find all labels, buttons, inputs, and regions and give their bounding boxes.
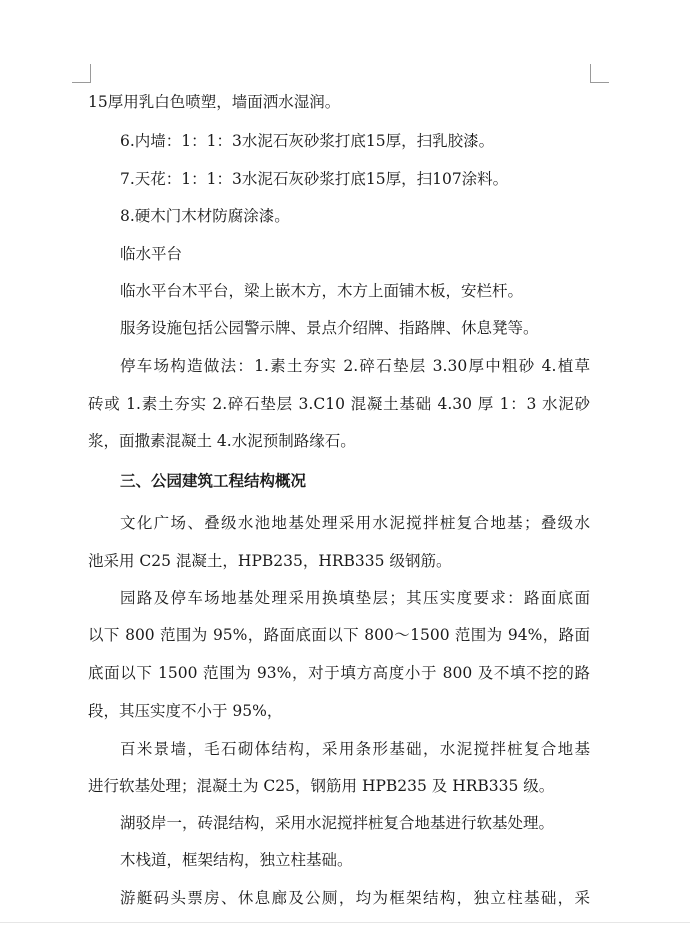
text-line: 园路及停车场地基处理采用换填垫层；其压实度要求：路面底面 [120,589,590,607]
page-bottom-edge [0,922,690,923]
text-line: 临水平台 [120,245,183,263]
text-line: 6.内墙：1：1：3水泥石灰砂浆打底15厚，扫乳胶漆。 [120,132,495,150]
text-line: 以下 800 范围为 95%，路面底面以下 800～1500 范围为 94%，路面 [88,626,590,644]
text-line: 池采用 C25 混凝土，HPB235，HRB335 级钢筋。 [88,552,452,570]
margin-corner-top-right [590,64,609,83]
text-line: 服务设施包括公园警示牌、景点介绍牌、指路牌、休息凳等。 [120,319,539,337]
text-line: 7.天花：1：1：3水泥石灰砂浆打底15厚，扫107涂料。 [120,170,509,188]
text-line: 木栈道，框架结构，独立柱基础。 [120,851,353,869]
text-line: 段，其压实度不小于 95%， [88,702,283,720]
text-line: 浆，面撒素混凝土 4.水泥预制路缘石。 [88,432,356,450]
text-line: 临水平台木平台，梁上嵌木方，木方上面铺木板，安栏杆。 [120,282,524,300]
text-line: 底面以下 1500 范围为 93%，对于填方高度小于 800 及不填不挖的路 [88,664,590,682]
text-line: 进行软基处理；混凝土为 C25，钢筋用 HPB235 及 HRB335 级。 [88,777,555,795]
text-line: 15厚用乳白色喷塑，墙面洒水湿润。 [88,93,341,111]
text-line: 百米景墙，毛石砌体结构，采用条形基础，水泥搅拌桩复合地基 [120,740,590,758]
text-line: 停车场构造做法：1.素土夯实 2.碎石垫层 3.30厚中粗砂 4.植草 [120,357,590,375]
text-line: 文化广场、叠级水池地基处理采用水泥搅拌桩复合地基；叠级水 [120,514,590,532]
text-line: 湖驳岸一，砖混结构，采用水泥搅拌桩复合地基进行软基处理。 [120,814,555,832]
text-line: 游艇码头票房、休息廊及公厕，均为框架结构，独立柱基础，采 [120,889,590,907]
section-heading: 三、公园建筑工程结构概况 [120,472,307,490]
margin-corner-top-left [72,64,91,83]
text-line: 8.硬木门木材防腐涂漆。 [120,207,290,225]
text-line: 砖或 1.素土夯实 2.碎石垫层 3.C10 混凝土基础 4.30 厚 1：3 水泥砂 [88,395,590,413]
